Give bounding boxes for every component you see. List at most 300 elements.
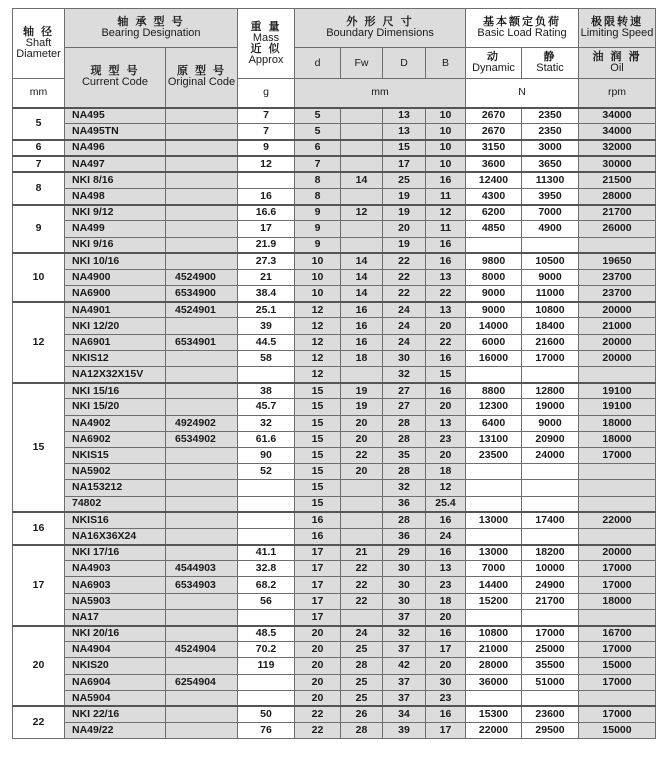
mass-cell: 50	[238, 706, 295, 722]
d-cell: 17	[295, 545, 341, 561]
dynamic-load-cell: 15300	[466, 706, 522, 722]
d-cell: 10	[295, 286, 341, 302]
fw-cell	[341, 367, 383, 383]
dynamic-load-cell: 21000	[466, 642, 522, 658]
dimension-unit: mm	[295, 79, 466, 108]
current-code-cell: NKIS20	[65, 658, 166, 674]
dynamic-load-cell: 13000	[466, 512, 522, 528]
b-cell: 22	[426, 286, 466, 302]
shaft-diameter-cell: 20	[13, 626, 65, 707]
mass-cell: 7	[238, 124, 295, 140]
outer-d-cell: 22	[383, 269, 426, 285]
static-load-cell: 3000	[522, 140, 579, 156]
fw-cell: 14	[341, 253, 383, 269]
outer-d-cell: 19	[383, 237, 426, 253]
original-code-cell	[166, 723, 238, 739]
d-cell: 6	[295, 140, 341, 156]
fw-cell: 14	[341, 286, 383, 302]
original-code-cell	[166, 350, 238, 366]
outer-d-cell: 30	[383, 593, 426, 609]
static-load-cell: 24000	[522, 447, 579, 463]
mass-cell: 44.5	[238, 334, 295, 350]
dynamic-load-cell: 13000	[466, 545, 522, 561]
original-code-cell	[166, 609, 238, 625]
dynamic-load-cell	[466, 609, 522, 625]
outer-d-cell: 25	[383, 172, 426, 188]
fw-cell	[341, 480, 383, 496]
dynamic-load-cell: 9800	[466, 253, 522, 269]
oil-header: 油 润 滑 Oil	[579, 48, 656, 79]
boundary-dimensions-header: 外 形 尺 寸 Boundary Dimensions	[295, 9, 466, 48]
outer-d-cell: 30	[383, 561, 426, 577]
outer-d-cell: 34	[383, 706, 426, 722]
oil-speed-cell: 19100	[579, 383, 656, 399]
dynamic-load-cell: 23500	[466, 447, 522, 463]
static-load-cell: 10800	[522, 302, 579, 318]
d-cell: 16	[295, 528, 341, 544]
current-code-cell: NA5904	[65, 690, 166, 706]
current-code-cell: NKI 20/16	[65, 626, 166, 642]
fw-cell: 19	[341, 383, 383, 399]
table-row	[13, 334, 656, 350]
original-code-cell	[166, 545, 238, 561]
fw-cell: 22	[341, 447, 383, 463]
table-body	[13, 108, 656, 739]
fw-cell: 16	[341, 318, 383, 334]
dynamic-load-cell	[466, 690, 522, 706]
current-code-cell: NKI 9/16	[65, 237, 166, 253]
mass-cell	[238, 367, 295, 383]
mass-cell: 58	[238, 350, 295, 366]
oil-speed-cell: 26000	[579, 221, 656, 237]
oil-speed-cell: 32000	[579, 140, 656, 156]
static-load-cell	[522, 367, 579, 383]
outer-d-cell: 13	[383, 124, 426, 140]
current-code-cell: NA5903	[65, 593, 166, 609]
d-cell: 5	[295, 124, 341, 140]
table-row	[13, 221, 656, 237]
outer-d-cell: 15	[383, 140, 426, 156]
fw-cell: 12	[341, 205, 383, 221]
shaft-diameter-cell: 12	[13, 302, 65, 383]
table-row	[13, 108, 656, 124]
current-code-cell: NA5902	[65, 464, 166, 480]
static-load-cell: 18400	[522, 318, 579, 334]
table-row	[13, 286, 656, 302]
shaft-diameter-cell: 7	[13, 156, 65, 172]
outer-d-header: D	[383, 48, 426, 79]
dynamic-load-cell: 3600	[466, 156, 522, 172]
table-row	[13, 124, 656, 140]
current-code-cell: NA4900	[65, 269, 166, 285]
dynamic-load-cell: 4300	[466, 188, 522, 204]
current-code-cell: NA495	[65, 108, 166, 124]
b-cell: 30	[426, 674, 466, 690]
table-row	[13, 626, 656, 642]
oil-speed-cell	[579, 237, 656, 253]
d-cell: 22	[295, 723, 341, 739]
b-cell: 15	[426, 367, 466, 383]
outer-d-cell: 32	[383, 480, 426, 496]
original-code-cell: 4524901	[166, 302, 238, 318]
dynamic-load-cell: 22000	[466, 723, 522, 739]
mass-cell: 68.2	[238, 577, 295, 593]
table-row	[13, 172, 656, 188]
fw-cell	[341, 528, 383, 544]
d-cell: 9	[295, 221, 341, 237]
d-cell: 12	[295, 318, 341, 334]
table-row	[13, 658, 656, 674]
mass-cell: 41.1	[238, 545, 295, 561]
outer-d-cell: 28	[383, 415, 426, 431]
current-code-cell: NA4901	[65, 302, 166, 318]
table-row	[13, 609, 656, 625]
fw-cell: 19	[341, 399, 383, 415]
b-cell: 20	[426, 658, 466, 674]
d-cell: 9	[295, 205, 341, 221]
original-code-cell	[166, 512, 238, 528]
oil-speed-cell: 17000	[579, 674, 656, 690]
table-caption	[262, 0, 402, 6]
b-cell: 10	[426, 156, 466, 172]
shaft-diameter-cell: 15	[13, 383, 65, 513]
mass-cell	[238, 528, 295, 544]
original-code-cell	[166, 383, 238, 399]
b-cell: 13	[426, 269, 466, 285]
static-load-cell: 19000	[522, 399, 579, 415]
original-code-cell	[166, 706, 238, 722]
static-load-cell: 23600	[522, 706, 579, 722]
b-cell: 18	[426, 593, 466, 609]
table-row	[13, 545, 656, 561]
dynamic-load-cell: 16000	[466, 350, 522, 366]
b-cell: 16	[426, 706, 466, 722]
current-code-cell: NA498	[65, 188, 166, 204]
d-cell: 20	[295, 642, 341, 658]
dynamic-load-cell: 36000	[466, 674, 522, 690]
static-load-cell: 11000	[522, 286, 579, 302]
shaft-diameter-cell: 22	[13, 706, 65, 738]
oil-speed-cell: 17000	[579, 642, 656, 658]
dynamic-load-cell: 28000	[466, 658, 522, 674]
original-code-cell	[166, 205, 238, 221]
dynamic-load-cell: 7000	[466, 561, 522, 577]
fw-cell: 28	[341, 723, 383, 739]
current-code-cell: NA4902	[65, 415, 166, 431]
b-cell: 20	[426, 318, 466, 334]
static-load-cell: 24900	[522, 577, 579, 593]
table-row	[13, 156, 656, 172]
b-cell: 20	[426, 399, 466, 415]
dynamic-load-cell: 14000	[466, 318, 522, 334]
b-cell: 10	[426, 140, 466, 156]
dynamic-load-cell	[466, 480, 522, 496]
b-header: B	[426, 48, 466, 79]
b-cell: 10	[426, 124, 466, 140]
outer-d-cell: 24	[383, 302, 426, 318]
outer-d-cell: 30	[383, 577, 426, 593]
mass-cell	[238, 690, 295, 706]
original-code-cell	[166, 399, 238, 415]
mass-cell: 56	[238, 593, 295, 609]
static-load-cell: 10500	[522, 253, 579, 269]
original-code-cell	[166, 528, 238, 544]
outer-d-cell: 35	[383, 447, 426, 463]
d-header: d	[295, 48, 341, 79]
original-code-cell	[166, 140, 238, 156]
b-cell: 13	[426, 302, 466, 318]
oil-speed-cell	[579, 528, 656, 544]
original-code-cell: 4544903	[166, 561, 238, 577]
oil-speed-cell: 15000	[579, 723, 656, 739]
current-code-cell: NA6900	[65, 286, 166, 302]
d-cell: 20	[295, 690, 341, 706]
d-cell: 17	[295, 561, 341, 577]
oil-speed-cell	[579, 496, 656, 512]
d-cell: 17	[295, 577, 341, 593]
fw-cell: 25	[341, 642, 383, 658]
shaft-unit: mm	[13, 79, 65, 108]
fw-cell	[341, 221, 383, 237]
shaft-diameter-cell: 8	[13, 172, 65, 204]
d-cell: 15	[295, 415, 341, 431]
speed-unit: rpm	[579, 79, 656, 108]
current-code-cell: NA49/22	[65, 723, 166, 739]
fw-cell: 14	[341, 172, 383, 188]
mass-cell	[238, 496, 295, 512]
mass-cell: 38	[238, 383, 295, 399]
fw-cell	[341, 188, 383, 204]
outer-d-cell: 19	[383, 188, 426, 204]
static-load-cell: 35500	[522, 658, 579, 674]
b-cell: 16	[426, 253, 466, 269]
dynamic-load-cell: 6000	[466, 334, 522, 350]
d-cell: 5	[295, 108, 341, 124]
static-load-cell	[522, 480, 579, 496]
outer-d-cell: 32	[383, 626, 426, 642]
table-row	[13, 237, 656, 253]
outer-d-cell: 37	[383, 642, 426, 658]
original-code-cell: 6534901	[166, 334, 238, 350]
b-cell: 17	[426, 642, 466, 658]
table-row	[13, 723, 656, 739]
outer-d-cell: 13	[383, 108, 426, 124]
outer-d-cell: 28	[383, 431, 426, 447]
mass-cell: 12	[238, 156, 295, 172]
static-load-cell: 12800	[522, 383, 579, 399]
original-code-cell	[166, 367, 238, 383]
table-row	[13, 415, 656, 431]
original-code-cell	[166, 253, 238, 269]
shaft-diameter-header: 轴 径 Shaft Diameter	[13, 9, 65, 79]
b-cell: 23	[426, 577, 466, 593]
static-load-cell: 17000	[522, 626, 579, 642]
current-code-cell: NA495TN	[65, 124, 166, 140]
table-row	[13, 447, 656, 463]
original-code-cell	[166, 447, 238, 463]
b-cell: 10	[426, 108, 466, 124]
static-load-cell	[522, 464, 579, 480]
shaft-diameter-cell: 16	[13, 512, 65, 544]
d-cell: 12	[295, 367, 341, 383]
table-row	[13, 318, 656, 334]
basic-load-rating-header: 基本额定负荷 Basic Load Rating	[466, 9, 579, 48]
oil-speed-cell: 19100	[579, 399, 656, 415]
fw-cell: 24	[341, 626, 383, 642]
fw-cell: 22	[341, 593, 383, 609]
d-cell: 16	[295, 512, 341, 528]
current-code-cell: NA496	[65, 140, 166, 156]
b-cell: 18	[426, 464, 466, 480]
original-code-cell: 4524904	[166, 642, 238, 658]
current-code-cell: NKI 10/16	[65, 253, 166, 269]
b-cell: 23	[426, 690, 466, 706]
original-code-cell: 6254904	[166, 674, 238, 690]
outer-d-cell: 28	[383, 464, 426, 480]
static-load-cell	[522, 528, 579, 544]
mass-cell: 27.3	[238, 253, 295, 269]
d-cell: 17	[295, 593, 341, 609]
shaft-diameter-cell: 6	[13, 140, 65, 156]
fw-cell	[341, 237, 383, 253]
mass-cell: 52	[238, 464, 295, 480]
b-cell: 16	[426, 545, 466, 561]
table-row	[13, 350, 656, 366]
d-cell: 8	[295, 172, 341, 188]
current-code-cell: NA4904	[65, 642, 166, 658]
oil-speed-cell: 34000	[579, 124, 656, 140]
original-code-cell: 4924902	[166, 415, 238, 431]
outer-d-cell: 22	[383, 286, 426, 302]
fw-cell: 16	[341, 334, 383, 350]
current-code-cell: NKI 15/16	[65, 383, 166, 399]
table-row	[13, 431, 656, 447]
original-code-cell	[166, 626, 238, 642]
original-code-cell	[166, 237, 238, 253]
outer-d-cell: 32	[383, 367, 426, 383]
b-cell: 20	[426, 447, 466, 463]
static-load-cell: 3650	[522, 156, 579, 172]
static-load-cell: 29500	[522, 723, 579, 739]
static-load-cell: 11300	[522, 172, 579, 188]
dynamic-load-cell	[466, 464, 522, 480]
b-cell: 16	[426, 383, 466, 399]
fw-cell	[341, 512, 383, 528]
dynamic-load-cell: 6400	[466, 415, 522, 431]
shaft-diameter-cell: 5	[13, 108, 65, 140]
fw-header: Fw	[341, 48, 383, 79]
d-cell: 15	[295, 447, 341, 463]
b-cell: 16	[426, 512, 466, 528]
oil-speed-cell	[579, 464, 656, 480]
original-code-cell: 6534903	[166, 577, 238, 593]
d-cell: 15	[295, 464, 341, 480]
b-cell: 16	[426, 626, 466, 642]
fw-cell: 21	[341, 545, 383, 561]
fw-cell: 25	[341, 690, 383, 706]
table-row	[13, 577, 656, 593]
static-load-cell: 9000	[522, 415, 579, 431]
mass-cell: 25.1	[238, 302, 295, 318]
d-cell: 9	[295, 237, 341, 253]
d-cell: 22	[295, 706, 341, 722]
dynamic-load-cell: 12300	[466, 399, 522, 415]
current-code-cell: NA499	[65, 221, 166, 237]
original-code-cell	[166, 108, 238, 124]
b-cell: 16	[426, 172, 466, 188]
fw-cell: 18	[341, 350, 383, 366]
static-header: 静 Static	[522, 48, 579, 79]
mass-cell: 16	[238, 188, 295, 204]
outer-d-cell: 39	[383, 723, 426, 739]
fw-cell	[341, 108, 383, 124]
dynamic-load-cell: 2670	[466, 124, 522, 140]
static-load-cell: 2350	[522, 124, 579, 140]
dynamic-load-cell: 12400	[466, 172, 522, 188]
bearing-designation-header: 轴 承 型 号 Bearing Designation	[65, 9, 238, 48]
mass-cell: 17	[238, 221, 295, 237]
bearing-spec-table	[12, 8, 656, 739]
table-row	[13, 464, 656, 480]
table-row	[13, 383, 656, 399]
static-load-cell: 21600	[522, 334, 579, 350]
current-code-cell: NA4903	[65, 561, 166, 577]
table-row	[13, 706, 656, 722]
dynamic-load-cell: 4850	[466, 221, 522, 237]
mass-cell: 32.8	[238, 561, 295, 577]
oil-speed-cell: 17000	[579, 561, 656, 577]
current-code-cell: NKI 12/20	[65, 318, 166, 334]
mass-cell: 21	[238, 269, 295, 285]
oil-speed-cell: 20000	[579, 302, 656, 318]
static-load-cell: 51000	[522, 674, 579, 690]
mass-cell: 45.7	[238, 399, 295, 415]
oil-speed-cell: 21500	[579, 172, 656, 188]
static-load-cell	[522, 690, 579, 706]
dynamic-load-cell	[466, 367, 522, 383]
fw-cell: 20	[341, 431, 383, 447]
b-cell: 16	[426, 237, 466, 253]
current-code-cell: NA6902	[65, 431, 166, 447]
fw-cell: 16	[341, 302, 383, 318]
static-load-cell: 7000	[522, 205, 579, 221]
b-cell: 25.4	[426, 496, 466, 512]
oil-speed-cell: 20000	[579, 350, 656, 366]
shaft-diameter-cell: 9	[13, 205, 65, 254]
d-cell: 15	[295, 383, 341, 399]
table-row	[13, 367, 656, 383]
b-cell: 16	[426, 350, 466, 366]
original-code-cell	[166, 172, 238, 188]
dynamic-load-cell: 9000	[466, 302, 522, 318]
mass-cell: 7	[238, 108, 295, 124]
dynamic-header: 动 Dynamic	[466, 48, 522, 79]
fw-cell	[341, 140, 383, 156]
fw-cell: 14	[341, 269, 383, 285]
table-row	[13, 140, 656, 156]
original-code-cell: 6534902	[166, 431, 238, 447]
dynamic-load-cell: 6200	[466, 205, 522, 221]
fw-cell: 22	[341, 577, 383, 593]
dynamic-load-cell	[466, 528, 522, 544]
current-code-cell: NA153212	[65, 480, 166, 496]
oil-speed-cell: 18000	[579, 431, 656, 447]
original-code-cell	[166, 690, 238, 706]
oil-speed-cell: 19650	[579, 253, 656, 269]
d-cell: 12	[295, 334, 341, 350]
table-row	[13, 593, 656, 609]
mass-cell: 70.2	[238, 642, 295, 658]
